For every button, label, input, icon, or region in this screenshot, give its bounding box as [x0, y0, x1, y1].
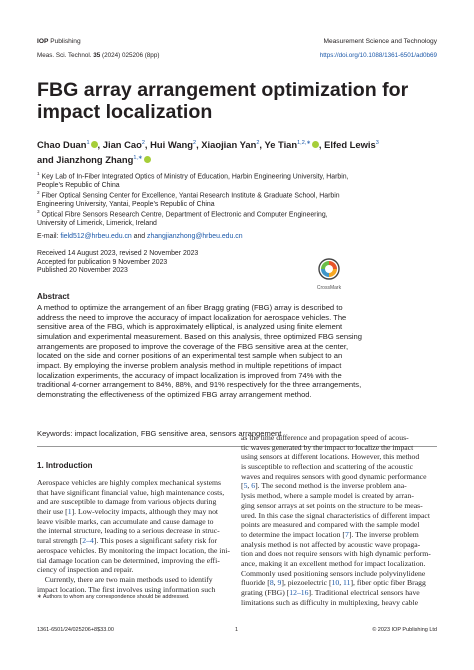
- intro-left-column: [37, 478, 233, 594]
- author-affiliation-marker: 1,2,∗: [297, 140, 311, 146]
- accepted-date: Accepted for publication 9 November 2023: [37, 258, 168, 266]
- paragraph-line: tial damage location can be determined, improving the effi-: [37, 555, 220, 565]
- author-affiliation-marker: 3: [375, 140, 379, 146]
- paragraph-line: impact location. The first involves using information such: [37, 584, 216, 594]
- author-name: Xiaojian Yan: [201, 139, 257, 151]
- citation-link[interactable]: 6: [251, 481, 256, 491]
- paragraph-line: aerospace vehicles. By monitoring the impact location, the ini-: [37, 545, 230, 555]
- citation-link[interactable]: 7: [344, 529, 349, 539]
- orcid-icon[interactable]: [144, 156, 151, 163]
- paragraph-line: analysis method is not affected by acoustic wave propaga-: [241, 539, 421, 549]
- citation-link[interactable]: 2–4: [82, 536, 94, 546]
- citation-link[interactable]: 1: [67, 507, 72, 517]
- abstract-line: traditional 4-corner arrangement to 84%, 88%, and 91% respectively for the three arrangements,: [37, 380, 362, 390]
- article-title: FBG array arrangement optimization for impact localization: [37, 79, 409, 123]
- affiliation-2: $^2$ Fiber Optical Sensing Center for Excellence, Yantai Research Institute & Graduate School, Harbin Engineering University, Yantai, People’s Republic of China: [37, 190, 340, 209]
- citation-link[interactable]: 5: [243, 481, 248, 491]
- paragraph-line: tic waves generated by the impact to localize the impact: [241, 442, 414, 452]
- abstract-line: address the need to improve the accuracy of impact localization for aerospace vehicles. The: [37, 312, 347, 322]
- crossmark-icon: [318, 258, 340, 280]
- author-affiliation-marker: 2: [141, 140, 145, 146]
- citation-link[interactable]: 12–16: [289, 588, 309, 597]
- author-name: Elfed Lewis: [324, 139, 376, 151]
- paragraph-line: grating (FBG) [12–16]. Traditional electrical sensors have: [241, 588, 420, 597]
- paragraph-line: ciency of inspection and repair.: [37, 565, 134, 575]
- abstract-line: A method to optimize the arrangement of an fiber Bragg grating (FBG) array is described to: [37, 303, 343, 312]
- author-affiliation-marker: 1,∗: [133, 154, 143, 161]
- correspondence-footnote: ∗ Authors to whom any correspondence should be addressed.: [37, 594, 190, 600]
- paragraph-line: is susceptible to reflection and scattering of the acoustic: [241, 462, 414, 472]
- intro-right-column: [241, 433, 437, 607]
- author-affiliation-marker: 2: [193, 140, 197, 146]
- crossmark-badge[interactable]: [314, 258, 344, 291]
- email-link-1[interactable]: field512@hrbeu.edu.cn: [60, 233, 132, 240]
- author-name: Ye Tian: [264, 139, 298, 151]
- paragraph-line: their use [1]. Low-velocity impacts, although they may not: [37, 507, 219, 517]
- abstract-line: simulation and experimental measurement. Based on this analysis, three optimized FBG sensing: [37, 331, 363, 341]
- keywords-text: impact localization, FBG sensitive area, sensors arrangement: [72, 429, 282, 438]
- paragraph-line: points are measured and compared with the sample model: [241, 520, 420, 530]
- journal-name: Measurement Science and Technology: [323, 38, 437, 45]
- keywords-label: Keywords:: [37, 429, 73, 438]
- orcid-icon[interactable]: [91, 141, 98, 148]
- citation-link[interactable]: 9: [277, 578, 282, 588]
- citation-link[interactable]: 11: [343, 578, 351, 588]
- author-name: and Jianzhong Zhang: [37, 153, 134, 165]
- email-link-2[interactable]: zhangjianzhong@hrbeu.edu.cn: [147, 233, 243, 240]
- paragraph-line: the internal structure, leading to a serious decrease in struc-: [37, 526, 220, 536]
- paragraph-line: and are susceptible to damage from various objects during: [37, 497, 217, 507]
- citation-line: Meas. Sci. Technol. 35 (2024) 025206 (8pp): [37, 52, 160, 59]
- paragraph-line: Aerospace vehicles are highly complex mechanical systems: [37, 478, 222, 487]
- received-date: Received 14 August 2023, revised 2 November 2023: [37, 250, 199, 257]
- publisher-logo-text: IOP Publishing: [37, 38, 81, 45]
- abstract-line: impact. By employing the inverse problem analysis method in multiple repetitions of impact: [37, 360, 342, 370]
- author-list: Chao Duan$^1$ , Jian Cao$^2$, Hui Wang$^2$, Xiaojian Yan$^2$, Ye Tian$^{1,2,∗}$ , Elfed Lewis$^3$ and Jianzhong Zhang$^{1,∗}$: [37, 139, 379, 165]
- paragraph-line: Currently, there are two main methods used to identify: [37, 574, 213, 584]
- orcid-icon[interactable]: [312, 141, 319, 148]
- publication-dates: [37, 250, 198, 276]
- abstract-line: localization experiments, the accuracy of impact localization is improved from 74% with the: [37, 370, 342, 380]
- affiliation-1: $^1$ Key Lab of In-Fiber Integrated Optics of Ministry of Education, Harbin Engineering University, Harbin, People’s Republic of China: [37, 171, 349, 190]
- published-date: Published 20 November 2023: [37, 267, 128, 275]
- paragraph-line: as the time difference and propagation speed of acous-: [241, 433, 409, 442]
- paragraph-line: [5, 6]. The second method is the inverse problem ana-: [241, 481, 407, 491]
- email-line: E-mail: field512@hrbeu.edu.cn and zhangjianzhong@hrbeu.edu.cn: [37, 233, 243, 240]
- paragraph-line: that have significant financial value, high maintenance costs,: [37, 487, 225, 497]
- page-number: 1: [235, 627, 239, 633]
- paragraph-line: limitations such as difficulty in multiplexing, heavy cable: [241, 597, 419, 607]
- paragraph-line: Commonly used positioning sensors include polyvinylidene: [241, 568, 426, 578]
- paragraph-line: waves and requires sensors with good dynamic performance: [241, 471, 427, 481]
- abstract-body: [37, 303, 435, 400]
- citation-link[interactable]: 10: [331, 578, 340, 588]
- section-heading: 1. Introduction: [37, 461, 93, 470]
- citation-link[interactable]: 8: [269, 578, 274, 588]
- paragraph-line: fluoride [8, 9], piezoelectric [10, 11], fiber optic fiber Bragg: [241, 578, 426, 588]
- abstract-heading: Abstract: [37, 292, 70, 301]
- doi-link[interactable]: https://doi.org/10.1088/1361-6501/ad0b69: [319, 52, 437, 59]
- paragraph-line: ured. In this case the signal characteristics of different impact: [241, 510, 430, 520]
- paragraph-line: tural strength [2–4]. This poses a significant safety risk for: [37, 536, 218, 546]
- abstract-line: arrangements are proposed to improve the coverage of the FBG sensitive area at the center,: [37, 341, 349, 351]
- abstract-line: demonstrating the effectiveness of the optimized FBG array arrangement method.: [37, 389, 312, 399]
- abstract-line: sensitive area of the FBG, which is approximately elliptical, is analyzed using finite element: [37, 322, 343, 332]
- paragraph-line: ance, making it an excellent method for impact localization.: [241, 558, 426, 568]
- author-affiliation-marker: 1: [86, 140, 90, 146]
- abstract-line: located on the side and corner positions of an experimental test sample when subject to an: [37, 351, 343, 361]
- paragraph-line: leave visible marks, can accumulate and cause damage to: [37, 516, 214, 526]
- paragraph-line: lysis method, where a sample model is created by arran-: [241, 491, 414, 501]
- paragraph-line: to determine the impact location [7]. The inverse problem: [241, 529, 419, 539]
- affiliation-3: $^3$ Optical Fibre Sensors Research Centre, Department of Electronic and Computer Engineering, University of Limerick, Limerick, Ireland: [37, 209, 328, 228]
- author-name: Chao Duan: [37, 139, 87, 151]
- paragraph-line: using sensors at different locations. However, this method: [241, 452, 420, 462]
- author-affiliation-marker: 2: [256, 140, 260, 146]
- paragraph-line: tion and does not require sensors with high dynamic perform-: [241, 549, 431, 559]
- author-name: Jian Cao: [102, 139, 142, 151]
- footer-copyright: © 2023 IOP Publishing Ltd: [372, 627, 437, 633]
- footer-issn: 1361-6501/24/025206+8$33.00: [37, 627, 114, 633]
- paragraph-line: ging sensor arrays at set points on the structure to be meas-: [241, 500, 423, 510]
- author-name: Hui Wang: [150, 139, 193, 151]
- crossmark-label: CrossMark: [316, 285, 342, 291]
